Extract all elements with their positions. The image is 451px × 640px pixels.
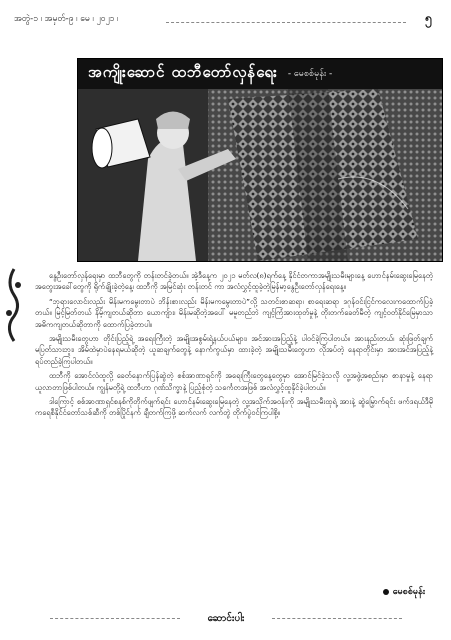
side-ornament <box>4 265 24 345</box>
paragraph: ထဘီကို အောင်လံထူလို့ ခေတ်နောက်ပြန်ဆွဲတဲ့ စစ်အာဏာရှင်ကို အရေးကြီးတွေနေ့တွေမှာ အောင်မြင်ခဲ့သလို လူ့အဖွဲ့အစည်းမှာ စာနာမှုနဲ့ နေရာယူလာတာဖြစ်ပါတယ်။ ကျွန်မတို့ရဲ့ ထဘီဟာ ဂုဏ်သိက္ခာနဲ့ ပြည့်စုံတဲ့ သင်္ကေတအဖြစ် အလံလွှင့်ထူနိုင်ခဲ့ပါတယ်။ <box>35 371 433 392</box>
paragraph: ဒါကြောင့် စစ်အာဏာရှင်စနစ်ကိုတိုက်ဖျက်ရင်း ဟောင်နမ်းဆွေးမြေနေတဲ့ လူ့အသိုက်အဝန်းကို အမျိုးသမီးထုရဲ့ အားနဲ့ ဆွဲမြှောက်ရင်း ဖက်ဒရယ်ဒီမိုကရေစီနိုင်ငံတော်သစ်ဆီကို တစ်ပြိုင်နက် ချီတက်ကြဖို့ ဆက်လက် လက်တွဲ တိုက်ပွဲဝင်ကြပါစို့။ <box>35 397 433 418</box>
page-header <box>14 8 434 28</box>
byline-author: မေစစ်မုန်း <box>392 587 425 597</box>
page-number: ၅ <box>425 11 432 25</box>
footer-rule-right <box>272 618 402 619</box>
byline <box>383 586 425 599</box>
header-rule <box>166 22 406 23</box>
article-body <box>35 270 433 422</box>
paragraph: “ဘုရားလောင်းလည်း မိန်းမကမွေးတာပဲ ဘိန်းစားလည်း မိန်းမကမွေးတာပဲ”လို့ သတင်းစာဆရာ၊ စာရေးဆရာ ဒဂုန်ဝင်းငြင်ကလေးကထောက်ပြခဲ့တယ်။ မြင့်မြတ်တယ် နိမ့်ကျတယ်ဆိုတာ ယောကျ်ား၊ မိန်းမဆိုတဲ့အပေါ် မမူတည်ဘဲ ကျင့်ကြံအားထုတ်မှုနဲ့ တိုးတက်ခေတ်မီတဲ့ ကျင့်ဝတ်နိုင်မြေမှာသာ အဓိကကျတယ်ဆိုတာကို ထောက်ပြခဲ့တာပါ။ <box>35 296 433 329</box>
article-hero <box>77 58 443 262</box>
paragraph: နွေဦးတော်လှန်ရေးမှာ ထဘီတွေကို တန်းတင်ခဲ့တယ်။ အဲ့ဒီနေ့က ၂၀၂၁ မတ်လ(၈)ရက်နေ့ နိုင်ငံတကာအမျိုးသမီးများနေ့ ဟောင်နမ်းဆွေးမြေနေတဲ့ အတွေးအခေါ်တွေကို ရိုက်ချိုးခဲ့တဲ့နေ့၊ ထဘီကို အမြင်ဆုံး တန်းတင် ကာ အလံလွှင့်ထူခဲ့တဲ့မြန်မာ့နွေဦးတော်လှန်ရေးနေ့။ <box>35 271 433 292</box>
protest-illustration <box>78 89 442 261</box>
bullet-icon <box>383 589 389 595</box>
page-footer <box>50 610 402 630</box>
issue-info: အတွဲ-၁ ၊ အမှတ်-၉ ၊ မေ ၊ ၂၀၂၁ ၊ <box>14 14 119 24</box>
title-author: - မေစစ်မုန်း - <box>287 68 333 79</box>
paragraph: အမျိုးသမီးတွေဟာ တိုင်းပြည့်ရဲ့ အရေးကြီးတဲ့ အမျိုးအစွမ်းရဲ့နယ်ပယ်များ၊ အင်အားအပြည့်နဲ့ ပါဝင်ခဲ့ကြပါတယ်။ အားနည်းတယ်၊ ဆုံးဖြတ်ချက်မပြတ်သားဘူး၊ အိမ်ထဲမှာပဲနေရမယ်ဆိုတဲ့ ယူဆချက်တွေနဲ့ နောက်ကွယ်မှာ ထားခဲ့တဲ့ အမျိုးသမီးတွေဟာ လိုအပ်တဲ့ နေရာတိုင်းမှာ အားအင်အပြည့်နဲ့ ရပ်တည်ခဲ့ကြပါတယ်။ <box>35 334 433 366</box>
article-title: အကျိုးဆောင် ထဘီတော်လှန်ရေး <box>88 63 278 81</box>
title-bar <box>78 59 442 89</box>
section-label: ဆောင်းပါး <box>207 613 245 624</box>
